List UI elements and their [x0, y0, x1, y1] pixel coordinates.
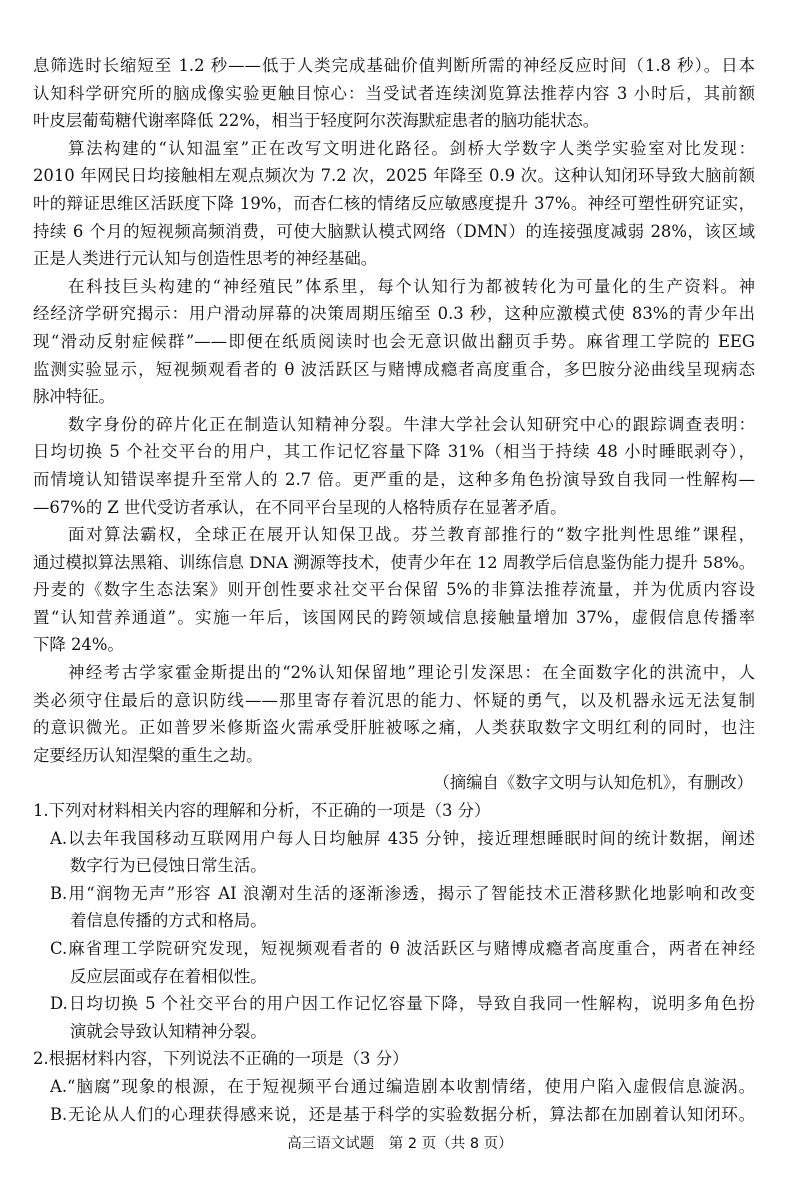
text-line: 正是人类进行元认知与创造性思考的神经基础。 — [33, 249, 378, 269]
text-line: 面对算法霸权，全球正在展开认知保卫战。芬兰教育部推行的“数字批判性思维”课程， — [68, 525, 755, 545]
text-line: 置“认知营养通道”。实施一年后，该国网民的跨领域信息接触量增加 37%，虚假信息传播率 — [33, 607, 755, 627]
passage-paragraph-3 — [33, 273, 755, 411]
question-1 — [33, 797, 755, 1045]
text-line: 在科技巨头构建的“神经殖民”体系里，每个认知行为都被转化为可量化的生产资料。神 — [68, 276, 755, 296]
option-b-line: 着信息传播的方式和格局。 — [70, 911, 267, 931]
text-line: 脉冲特征。 — [33, 387, 115, 407]
text-line: 日均切换 5 个社交平台的用户，其工作记忆容量下降 31%（相当于持续 48 小时睡眠剥夺）， — [33, 442, 755, 462]
text-line: 叶皮层葡萄糖代谢率降低 22%，相当于轻度阿尔茨海默症患者的脑功能状态。 — [33, 111, 600, 131]
option-d-line: D.日均切换 5 个社交平台的用户因工作记忆容量下降，导致自我同一性解构，说明多角色扮 — [50, 994, 755, 1014]
option-a-line: 数字行为已侵蚀日常生活。 — [70, 856, 267, 876]
text-line: 叶的辩证思维区活跃度下降 19%，而杏仁核的情绪反应敏感度提升 37%。神经可塑性研究证实， — [33, 193, 755, 213]
text-line: 通过模拟算法黑箱、训练信息 DNA 溯源等技术，使青少年在 12 周教学后信息鉴伪能力提升 58%。 — [33, 552, 755, 572]
text-line: 神经考古学家霍金斯提出的“2%认知保留地”理论引发深思：在全面数字化的洪流中，人 — [68, 663, 755, 683]
text-line: 2010 年网民日均接触相左观点频次为 7.2 次，2025 年降至 0.9 次。这种认知闭环导致大脑前额 — [33, 166, 755, 186]
text-line: 而情境认知错误率提升至常人的 2.7 倍。更严重的是，这种多角色扮演导致自我同一性解构— — [33, 469, 755, 489]
text-line: 持续 6 个月的短视频高频消费，可使大脑默认模式网络（DMN）的连接强度减弱 28%，该区域 — [33, 221, 755, 241]
option-d-line: 演就会导致认知精神分裂。 — [70, 1021, 267, 1041]
text-line: 认知科学研究所的脑成像实验更触目惊心：当受试者连续浏览算法推荐内容 3 小时后，其前额 — [33, 83, 755, 103]
option-b-line: B.无论从人们的心理获得感来说，还是基于科学的实验数据分析，算法都在加剧着认知闭环。 — [50, 1104, 755, 1124]
text-line: 现“滑动反射症候群”——即便在纸质阅读时也会无意识做出翻页手势。麻省理工学院的 EEG — [33, 331, 755, 351]
passage-paragraph-6 — [33, 659, 755, 769]
passage-paragraph-5 — [33, 521, 755, 659]
passage-paragraph-2 — [33, 135, 755, 273]
page-footer: 高三语文试题 第 2 页（共 8 页） — [287, 1136, 513, 1152]
option-a-line: A.以去年我国移动互联网用户每人日均触屏 435 分钟，接近理想睡眠时间的统计数据，阐述 — [50, 828, 755, 848]
option-b-line: B.用“润物无声”形容 AI 浪潮对生活的逐渐渗透，揭示了智能技术正潜移默化地影响和改变 — [50, 883, 755, 903]
source-attribution: （摘编自《数字文明与认知危机》，有删改） — [433, 773, 753, 793]
text-line: 监测实验显示，短视频观看者的 θ 波活跃区与赌博成瘾者高度重合，多巴胺分泌曲线呈现病态 — [33, 359, 755, 379]
text-line: 丹麦的《数字生态法案》则开创性要求社交平台保留 5%的非算法推荐流量，并为优质内容设 — [33, 580, 755, 600]
option-c-line: C.麻省理工学院研究发现，短视频观看者的 θ 波活跃区与赌博成瘾者高度重合，两者在神经 — [50, 939, 755, 958]
text-line: 算法构建的“认知温室”正在改写文明进化路径。剑桥大学数字人类学实验室对比发现： — [68, 138, 755, 158]
passage-paragraph-1 — [33, 52, 755, 135]
option-a-line: A.“脑腐”现象的根源，在于短视频平台通过编造剧本收割情绪，使用户陷入虚假信息漩涡。 — [50, 1076, 755, 1096]
text-line: —67%的 Z 世代受访者承认，在不同平台呈现的人格特质存在显著矛盾。 — [33, 497, 567, 517]
question-2 — [33, 1045, 755, 1128]
text-line: 的意识微光。正如普罗米修斯盗火需承受肝脏被啄之痛，人类获取数字文明红利的同时，也注 — [33, 718, 755, 738]
text-line: 数字身份的碎片化正在制造认知精神分裂。牛津大学社会认知研究中心的跟踪调查表明： — [68, 414, 755, 434]
passage-paragraph-4 — [33, 411, 755, 521]
option-c-line: 反应层面或存在着相似性。 — [70, 966, 267, 986]
question-stem: 1.下列对材料相关内容的理解和分析，不正确的一项是（3 分） — [33, 801, 491, 821]
text-line: 类必须守住最后的意识防线——那里寄存着沉思的能力、怀疑的勇气，以及机器永远无法复制 — [33, 690, 755, 710]
exam-page-body — [33, 52, 755, 1128]
text-line: 定要经历认知涅槃的重生之劫。 — [33, 745, 263, 765]
text-line: 息筛选时长缩短至 1.2 秒——低于人类完成基础价值判断所需的神经反应时间（1.8 秒）。日本 — [33, 56, 755, 75]
question-stem: 2.根据材料内容，下列说法不正确的一项是（3 分） — [33, 1049, 409, 1069]
text-line: 经经济学研究揭示：用户滑动屏幕的决策周期压缩至 0.3 秒，这种应激模式使 83%的青少年出 — [33, 304, 755, 324]
text-line: 下降 24%。 — [33, 635, 124, 655]
